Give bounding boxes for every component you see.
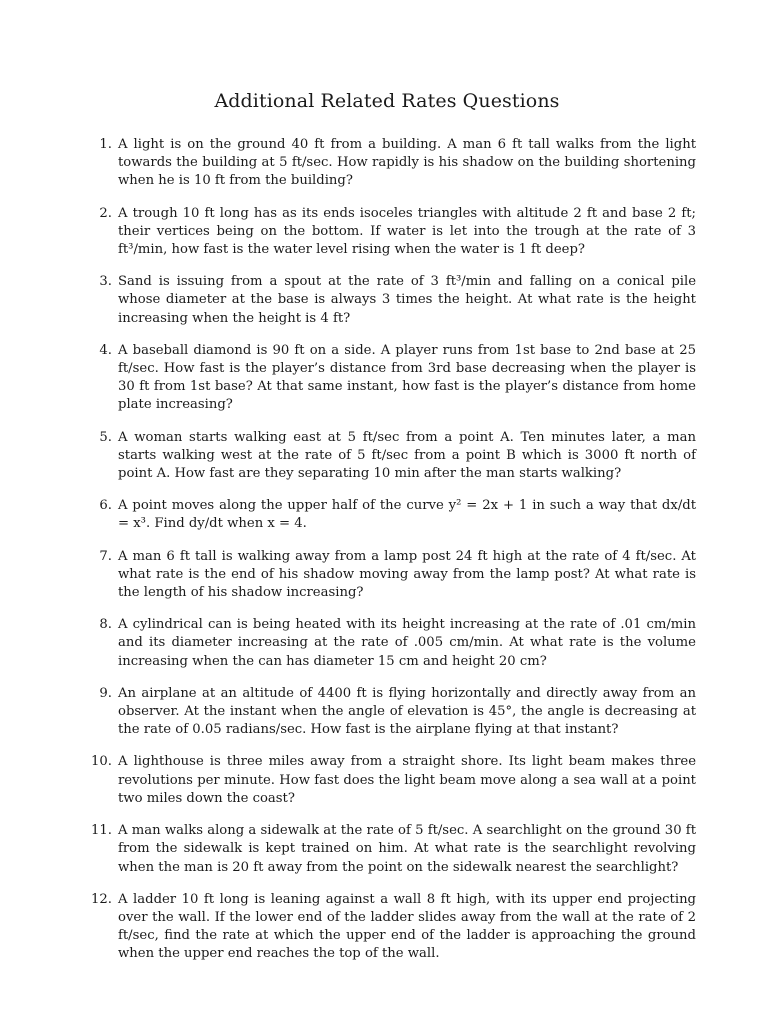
question-item	[78, 753, 696, 808]
question-number: 4.	[99, 342, 112, 358]
question-number: 3.	[99, 274, 112, 290]
question-text: A woman starts walking east at 5 ft/sec from a point A. Ten minutes later, a man starts walking west at the rate of 5 ft/sec from a point B which is 3000 ft north of point A. How fast are they separating 10 min after the man starts walking?	[118, 429, 696, 482]
question-text: A light is on the ground 40 ft from a building. A man 6 ft tall walks from the light towards the building at 5 ft/sec. How rapidly is his shadow on the building shortening when he is 10 ft from the building?	[118, 137, 696, 189]
question-text: A baseball diamond is 90 ft on a side. A player runs from 1st base to 2nd base at 25 ft/sec. How fast is the player’s distance from 3rd base decreasing when the player is 30 ft from 1st base? At that same instant, how fast is the player’s distance from home plate increasing?	[118, 342, 696, 413]
question-item	[78, 136, 696, 191]
question-text: A man walks along a sidewalk at the rate of 5 ft/sec. A searchlight on the ground 30 ft from the sidewalk is kept trained on him. At what rate is the searchlight revolving when the man is 20 ft away from the point on the sidewalk nearest the searchlight?	[118, 823, 696, 875]
question-item	[78, 891, 696, 964]
question-number: 5.	[99, 429, 112, 445]
question-number: 12.	[91, 891, 112, 907]
question-item	[78, 497, 696, 533]
question-item	[78, 548, 696, 603]
question-text: Sand is issuing from a spout at the rate of 3 ft³/min and falling on a conical pile whose diameter at the base is always 3 times the height. At what rate is the height increasing when the height is 4 ft?	[118, 274, 696, 326]
question-number: 1.	[99, 137, 112, 152]
question-number: 2.	[99, 205, 112, 221]
question-number: 9.	[99, 685, 112, 701]
question-text: A cylindrical can is being heated with its height increasing at the rate of .01 cm/min and its diameter increasing at the rate of .005 cm/min. At what rate is the volume increasing when the can has diameter 15 cm and height 20 cm?	[118, 617, 696, 669]
question-text: A man 6 ft tall is walking away from a lamp post 24 ft high at the rate of 4 ft/sec. At what rate is the end of his shadow moving away from the lamp post? At what rate is the length of his shadow increasing?	[118, 548, 696, 601]
question-text: A ladder 10 ft long is leaning against a wall 8 ft high, with its upper end projecting over the wall. If the lower end of the ladder slides away from the wall at the rate of 2 ft/sec, find the rate at which the upper end of the ladder is approaching the ground when the upper end reaches the top of the wall.	[118, 891, 696, 962]
question-text: A point moves along the upper half of the curve y² = 2x + 1 in such a way that dx/dt = x³. Find dy/dt when x = 4.	[118, 498, 696, 532]
question-list	[78, 136, 696, 964]
question-item	[78, 342, 696, 415]
question-item	[78, 205, 696, 260]
question-item	[78, 616, 696, 671]
question-number: 6.	[99, 498, 112, 514]
question-item	[78, 822, 696, 877]
question-item	[78, 685, 696, 740]
question-item	[78, 273, 696, 328]
question-item	[78, 429, 696, 484]
question-number: 11.	[91, 823, 112, 839]
page-title: Additional Related Rates Questions	[214, 90, 560, 112]
question-text: A lighthouse is three miles away from a straight shore. Its light beam makes three revolutions per minute. How fast does the light beam move along a sea wall at a point two miles down the coast?	[118, 754, 696, 806]
question-number: 10.	[91, 754, 112, 770]
question-number: 8.	[99, 617, 112, 633]
question-number: 7.	[99, 548, 112, 564]
question-text: A trough 10 ft long has as its ends isoceles triangles with altitude 2 ft and base 2 ft; their vertices being on the bottom. If water is let into the trough at the rate of 3 ft³/min, how fast is the water level rising when the water is 1 ft deep?	[118, 205, 696, 258]
question-text: An airplane at an altitude of 4400 ft is flying horizontally and directly away from an observer. At the instant when the angle of elevation is 45°, the angle is decreasing at the rate of 0.05 radians/sec. How fast is the airplane flying at that instant?	[118, 685, 696, 738]
